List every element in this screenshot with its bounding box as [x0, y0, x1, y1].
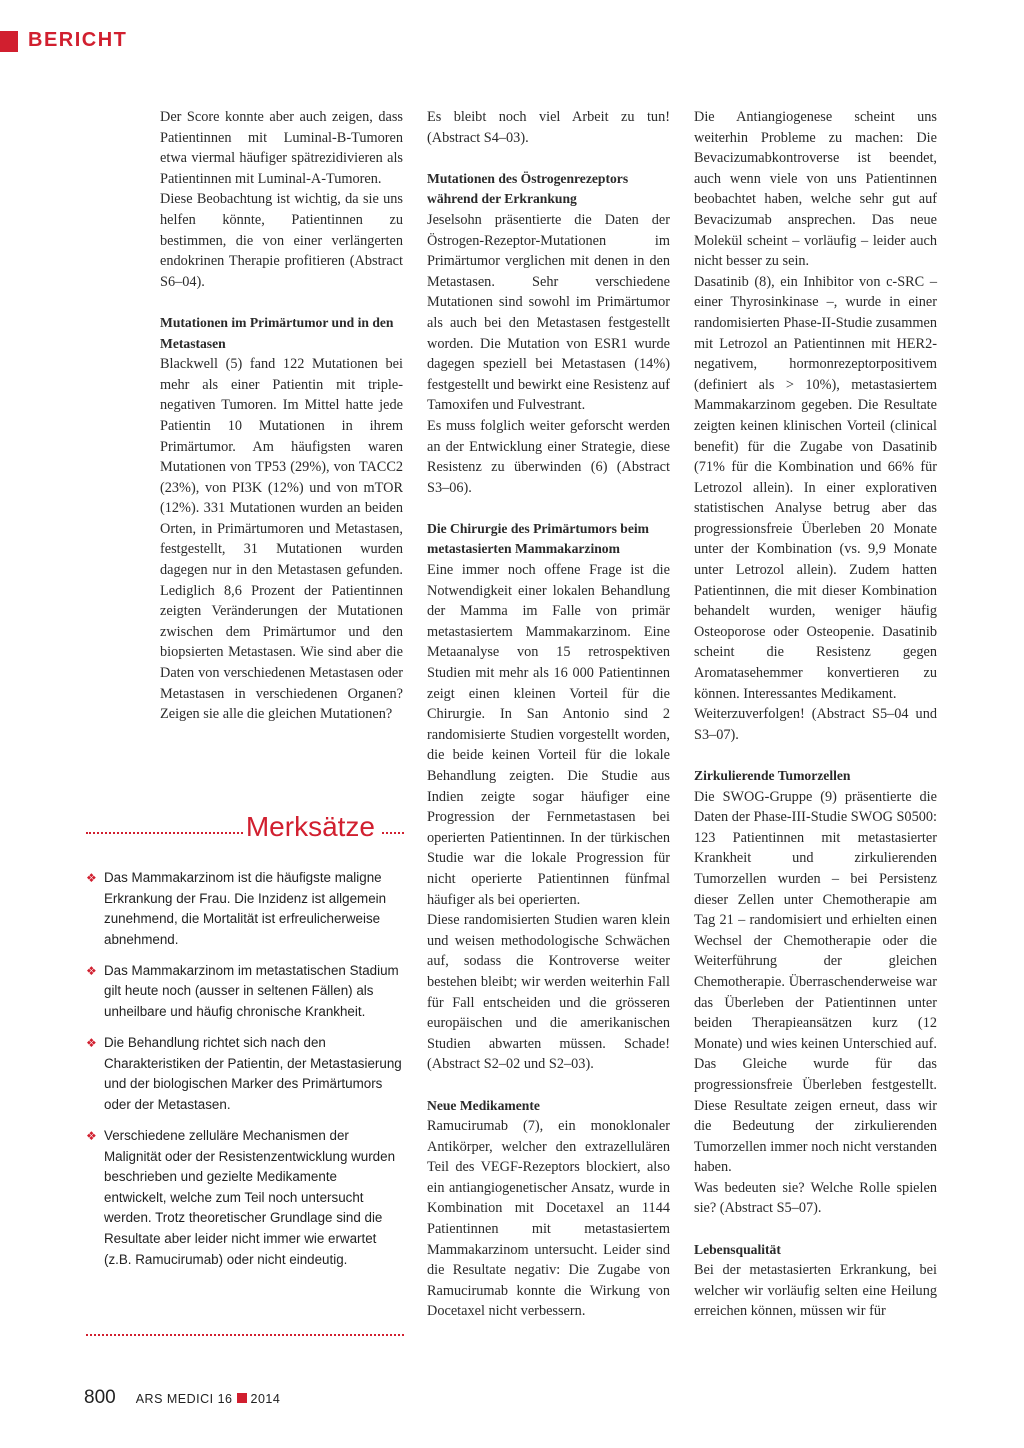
paragraph: Bei der metastasierten Erkrankung, bei welcher wir vorläufig selten eine Heilung erreichen können, müssen wir für	[694, 1262, 937, 1320]
paragraph: Was bedeuten sie? Welche Rolle spielen sie? (Abstract S5–07).	[694, 1179, 937, 1217]
column-middle	[427, 107, 670, 1322]
paragraph: Es bleibt noch viel Arbeit zu tun! (Abstract S4–03).	[427, 109, 670, 146]
paragraph: Die Antiangiogenese scheint uns weiterhin Probleme zu machen: Die Bevacizumabkontroverse ist beendet, auch wenn viele von uns Patientinnen beobachtet haben, welche sehr gut auf Bevacizumab ansprechen. Das neue Molekül scheint – vorläufig – leider auch nicht besser zu sein.	[694, 109, 937, 270]
paragraph: Es muss folglich weiter geforscht werden an der Entwicklung einer Strategie, diese Resistenz zu überwinden (6) (Abstract S3–06).	[427, 417, 670, 496]
paragraph: Dasatinib (8), ein Inhibitor von c-SRC – einer Thyrosinkinase –, wurde in einer randomisierten Phase-II-Studie zusammen mit Letrozol an Patientinnen mit HER2-negativem, hormonrezeptorpositivem (definiert als > 10%), metastasiertem Mammakarzinom gegeben. Die Resultate zeigten keinen klinischen Vorteil (clinical benefit) für die Zugabe von Dasatinib (71% für die Kombination und 66% für Letrozol allein). In einer explorativen statistischen Analyse betrug aber das progressionsfreie Überleben 20 Monate unter der Kombination (vs. 9,9 Monate unter Letrozol allein). Zudem hatten Patientinnen, die mit dieser Kombination behandelt wurden, weniger häufig Osteoporose oder Osteopenie. Dasatinib scheint die Resistenz gegen Aromatasehemmer konvertieren zu können. Interessantes Medikament.	[694, 273, 937, 702]
paragraph: Jeselsohn präsentierte die Daten der Östrogen-Rezeptor-Mutationen im Primärtumor verglichen mit denen in den Metastasen. Sehr verschiedene Mutationen sind sowohl im Primärtumor als auch bei den Metastasen festgestellt worden. Die Mutation von ESR1 wurde dagegen speziell bei Metastasen (14%) festgestellt und bewirkt eine Resistenz auf Tamoxifen und Fulvestrant.	[427, 211, 670, 414]
paragraph: Ramucirumab (7), ein monoklonaler Antikörper, welcher den extrazellulären Teil des VEGF-Rezeptors blockiert, also ein antiangiogenetischer Ansatz, wurde in Kombination mit Docetaxel an 1144 Patientinnen mit metastasiertem Mammakarzinom untersucht. Leider sind die Resultate negativ: Die Zugabe von Ramucirumab konnte die Wirkung von Docetaxel nicht verbessern.	[427, 1118, 670, 1320]
journal-year: 2014	[250, 1392, 281, 1406]
square-icon	[237, 1393, 247, 1403]
paragraph: Die SWOG-Gruppe (9) präsentierte die Daten der Phase-III-Studie SWOG S0500: 123 Patientinnen mit metastasierter Krankheit und zirkulierenden Tumorzellen wurden – bei Persistenz dieser Zellen unter Chemotherapie am Tag 21 – randomisiert und erhielten einen Wechsel der Chemotherapie oder die Weiterführung der gleichen Chemotherapie. Überraschenderweise war das Überleben der Patientinnen unter beiden Therapieansätzen kurz (12 Monate) und wies keinen Unterschied auf. Das Gleiche wurde für das progressionsfreie Überleben festgestellt. Diese Resultate zeigen erneut, dass wir die Bedeutung der zirkulierenden Tumorzellen immer noch nicht verstanden haben.	[694, 788, 937, 1176]
section-heading: Zirkulierende Tumorzellen	[694, 768, 851, 783]
dotted-rule	[382, 832, 404, 834]
section-heading: Neue Medikamente	[427, 1097, 540, 1113]
section-heading: Mutationen des Östrogenrezeptors während der Erkrankung	[427, 170, 629, 207]
page-number: 800	[84, 1387, 116, 1408]
column-right	[694, 107, 937, 1322]
list-item: ❖ Das Mammakarzinom im metastatischen Stadium gilt heute noch (ausser in seltenen Fällen) als unheilbare und häufig chronische Krankheit.	[86, 962, 399, 1020]
paragraph: Blackwell (5) fand 122 Mutationen bei mehr als einer Patientin mit triple-negativen Tumoren. Im Mittel hatte jede Patientin 10 Mutationen in ihrem Primärtumor. Am häufigsten waren Mutationen von TP53 (29%), von TACC2 (23%), von PI3K (12%) und von mTOR (12%). 331 Mutationen wurden an beiden Orten, in Primärtumoren und Metastasen, festgestellt, 31 Mutationen wurden dagegen nur in den Metastasen gefunden. Lediglich 8,6 Prozent der Patientinnen zeigten Veränderungen der Mutationen zwischen dem Primärtumor und den biopsierten Metastasen. Wie sind aber die Daten von verschiedenen Metastasen oder Metastasen in verschiedenen Organen? Zeigen sie alle die gleichen Mutationen?	[160, 356, 403, 723]
dotted-rule	[86, 832, 243, 834]
dotted-rule	[86, 1334, 404, 1336]
section-heading: Mutationen im Primärtumor und in den Metastasen	[160, 314, 394, 351]
list-item: ❖ Verschiedene zelluläre Mechanismen der Malignität oder der Resistenzentwicklung wurden beschrieben und gezielte Medikamente entwickelt, welche zum Teil noch untersucht werden. Trotz theoretischer Grundlage sind die Resultate aber leider nicht immer wie erwartet (z.B. Ramucirumab) oder nicht eindeutig.	[86, 1128, 396, 1267]
diamond-bullet-icon: ❖	[86, 1036, 97, 1051]
merksaetze-title: Merksätze	[245, 811, 375, 842]
journal-name: ARS MEDICI 16	[135, 1392, 233, 1406]
page-footer	[84, 1387, 280, 1409]
section-marker	[0, 31, 18, 52]
paragraph: Eine immer noch offene Frage ist die Notwendigkeit einer lokalen Behandlung der Mamma im Falle von primär metastasiertem Mammakarzinom. Eine Metaanalyse von 15 retrospektiven Studien mit mehr als 16 000 Patientinnen zeigt einen kleinen Vorteil für die Chirurgie. In San Antonio sind 2 randomisierte Studien vorgestellt worden, die beide keinen Vorteil für die lokale Behandlung zeigten. Die Studie aus Indien zeigte sogar häufiger eine Progression der Fernmetastasen bei operierten Patientinnen. In der türkischen Studie war die lokale Progression für nicht operierte Patientinnen fünfmal häufiger als bei operierten.	[427, 562, 670, 908]
diamond-bullet-icon: ❖	[86, 871, 97, 885]
list-item: ❖ Die Behandlung richtet sich nach den Charakteristiken der Patientin, der Metastasierung und der biologischen Marker des Primärtumors oder der Metastasen.	[86, 1035, 402, 1112]
paragraph: Weiterzuverfolgen! (Abstract S5–04 und S3–07).	[694, 706, 937, 743]
section-heading: Lebensqualität	[694, 1241, 781, 1257]
paragraph: Diese randomisierten Studien waren klein und weisen methodologische Schwächen auf, sodass die Kontroverse weiter bestehen bleibt; wir werden weiterhin Fall für Fall entscheiden und die grösseren europäischen und die amerikanischen Studien abwarten müssen. Schade! (Abstract S2–02 und S2–03).	[427, 912, 670, 1073]
section-heading: Die Chirurgie des Primärtumors beim metastasierten Mammakarzinom	[427, 520, 649, 557]
column-left	[160, 107, 403, 725]
section-label: BERICHT	[28, 29, 128, 51]
diamond-bullet-icon: ❖	[86, 963, 97, 978]
paragraph: Der Score konnte aber auch zeigen, dass Patientinnen mit Luminal-B-Tumoren etwa viermal häufiger spätrezidivieren als Patientinnen mit Luminal-A-Tumoren.	[160, 109, 403, 187]
merksaetze-list	[86, 868, 402, 1281]
diamond-bullet-icon: ❖	[86, 1129, 97, 1144]
list-item: ❖ Das Mammakarzinom ist die häufigste maligne Erkrankung der Frau. Die Inzidenz ist allgemein zunehmend, die Mortalität ist erfreulicherweise abnehmend.	[86, 870, 387, 947]
paragraph: Diese Beobachtung ist wichtig, da sie uns helfen könnte, Patientinnen zu bestimmen, die von einer verlängerten endokrinen Therapie profitieren (Abstract S6–04).	[160, 191, 403, 290]
merksaetze-title-row	[86, 808, 404, 842]
